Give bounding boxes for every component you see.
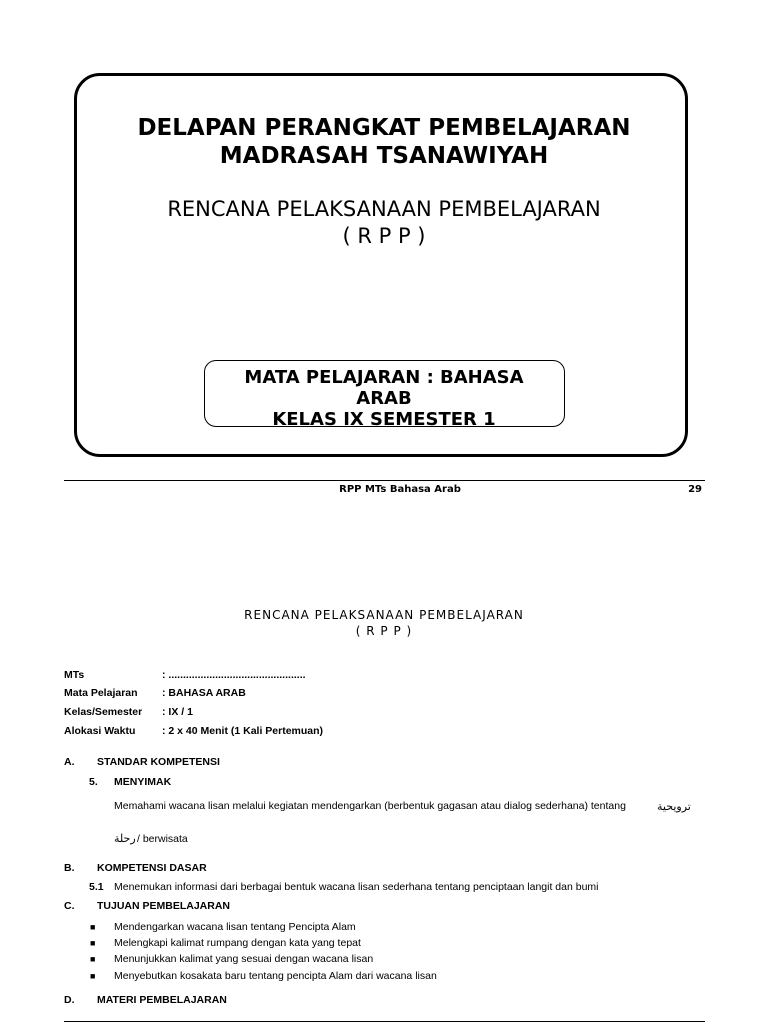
section-a-letter: A. bbox=[64, 756, 75, 768]
section-c-letter: C. bbox=[64, 900, 75, 912]
section-c-title: TUJUAN PEMBELAJARAN bbox=[97, 900, 231, 912]
info-value-class: : IX / 1 bbox=[162, 706, 193, 718]
info-value-mts: : ............................................... bbox=[162, 669, 306, 681]
bullet-marker-icon: ■ bbox=[90, 971, 96, 981]
info-value-time: : 2 x 40 Menit (1 Kali Pertemuan) bbox=[162, 725, 324, 737]
info-label-subject: Mata Pelajaran bbox=[64, 687, 138, 699]
footer-divider bbox=[64, 480, 705, 481]
list-item: Menyebutkan kosakata baru tentang pencipta Alam dari wacana lisan bbox=[114, 970, 437, 982]
subject-line1: MATA PELAJARAN : BAHASA ARAB bbox=[244, 367, 524, 409]
cover-title bbox=[0, 114, 768, 170]
bullet-marker-icon: ■ bbox=[90, 954, 96, 964]
list-item: Mendengarkan wacana lisan tentang Pencipta Alam bbox=[114, 921, 356, 933]
bullet-marker-icon: ■ bbox=[90, 922, 96, 932]
section-a-arabic-2: رحلة bbox=[114, 832, 136, 845]
section-a-text: Memahami wacana lisan melalui kegiatan mendengarkan (berbentuk gagasan atau dialog sederhana) tentang bbox=[114, 800, 626, 812]
cover-title-line2: MADRASAH TSANAWIYAH bbox=[219, 143, 549, 169]
info-label-time: Alokasi Waktu bbox=[64, 725, 136, 737]
bullet-marker-icon: ■ bbox=[90, 938, 96, 948]
section-a-arabic-1: ترويحية bbox=[657, 800, 691, 813]
footer-title: RPP MTs Bahasa Arab bbox=[339, 484, 461, 495]
section-b-title: KOMPETENSI DASAR bbox=[97, 862, 207, 874]
subject-text bbox=[0, 367, 768, 430]
cover-rpp-heading bbox=[0, 196, 768, 250]
page-number: 29 bbox=[688, 484, 702, 495]
section-d-letter: D. bbox=[64, 994, 75, 1006]
section-b-letter: B. bbox=[64, 862, 75, 874]
section-a-title: STANDAR KOMPETENSI bbox=[97, 756, 220, 768]
doc-title-line2: ( R P P ) bbox=[355, 624, 413, 638]
list-item: Menunjukkan kalimat yang sesuai dengan wacana lisan bbox=[114, 953, 374, 965]
info-label-class: Kelas/Semester bbox=[64, 706, 143, 718]
bottom-divider bbox=[64, 1021, 705, 1022]
section-b-text: Menemukan informasi dari berbagai bentuk wacana lisan sederhana tentang penciptaan langit dan bumi bbox=[114, 881, 599, 893]
info-label-mts: MTs bbox=[64, 669, 85, 681]
section-b-number: 5.1 bbox=[89, 881, 104, 893]
cover-title-line1: DELAPAN PERANGKAT PEMBELAJARAN bbox=[137, 115, 631, 141]
doc-title-line1: RENCANA PELAKSANAAN PEMBELAJARAN bbox=[244, 608, 524, 622]
cover-rpp-line2: ( R P P ) bbox=[342, 224, 426, 248]
section-a-sub-number: 5. bbox=[89, 776, 98, 788]
section-a-text-2: / berwisata bbox=[137, 833, 188, 845]
section-a-sub-title: MENYIMAK bbox=[114, 776, 172, 788]
section-d-title: MATERI PEMBELAJARAN bbox=[97, 994, 227, 1006]
info-value-subject: : BAHASA ARAB bbox=[162, 687, 246, 699]
doc-title bbox=[0, 607, 768, 639]
subject-line2: KELAS IX SEMESTER 1 bbox=[272, 409, 496, 430]
cover-rpp-line1: RENCANA PELAKSANAAN PEMBELAJARAN bbox=[167, 197, 601, 221]
list-item: Melengkapi kalimat rumpang dengan kata yang tepat bbox=[114, 937, 361, 949]
